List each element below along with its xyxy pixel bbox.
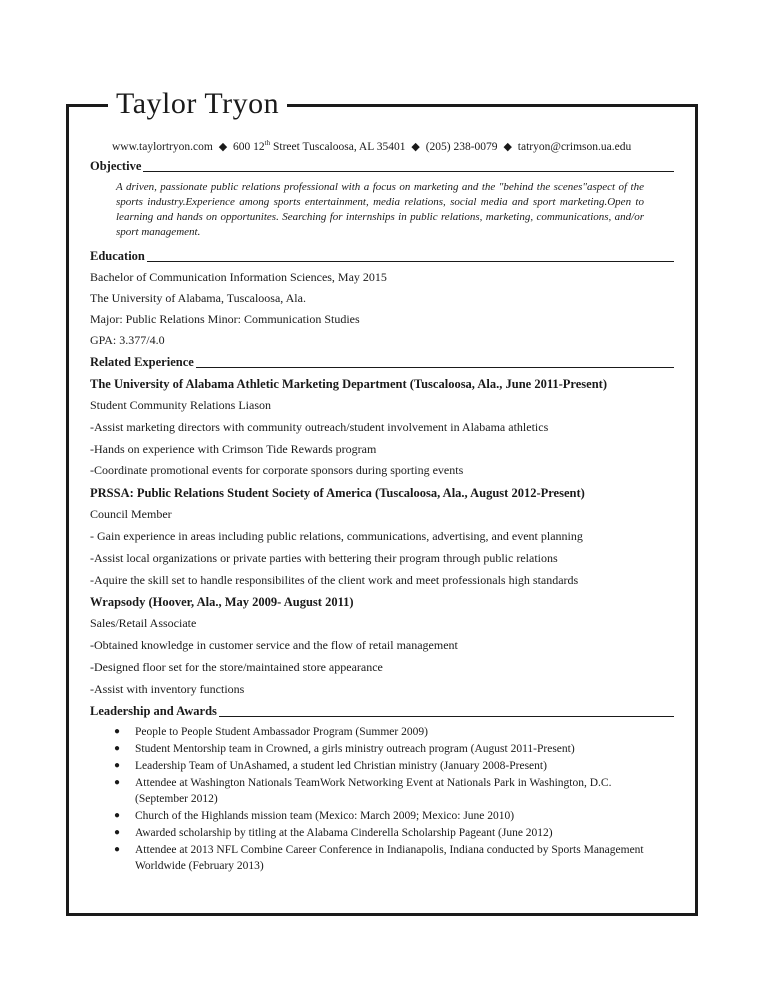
objective-heading: Objective (90, 157, 674, 175)
address-text: 600 12th Street Tuscaloosa, AL 35401 (233, 139, 406, 153)
list-item: ● Attendee at Washington Nationals TeamWork Networking Event at Nationals Park in Washington, D.C. (September 2012) (114, 777, 612, 805)
bullet-icon: ● (114, 810, 121, 821)
job-org: Wrapsody (Hoover, Ala., May 2009- August 2011) (90, 595, 354, 609)
bullet-icon: ● (114, 760, 121, 771)
education-heading: Education (90, 247, 674, 265)
list-item: ● Leadership Team of UnAshamed, a student led Christian ministry (January 2008-Present) (114, 760, 547, 772)
list-item: ● Awarded scholarship by titling at the Alabama Cinderella Scholarship Pageant (June 2012) (114, 827, 553, 839)
school-text: The University of Alabama, Tuscaloosa, Ala. (90, 291, 306, 305)
job-duty: -Designed floor set for the store/maintained store appearance (90, 660, 383, 674)
list-item: ● People to People Student Ambassador Program (Summer 2009) (114, 726, 428, 738)
job-duty: -Assist marketing directors with community outreach/student involvement in Alabama athletics (90, 420, 549, 434)
website-text: www.taylortryon.com (112, 140, 213, 153)
job-org: The University of Alabama Athletic Marketing Department (Tuscaloosa, Ala., June 2011-Present) (90, 377, 607, 391)
job-role: Council Member (90, 507, 172, 521)
job-duty: - Gain experience in areas including public relations, communications, advertising, and event planning (90, 529, 583, 543)
job-duty: -Assist local organizations or private parties with bettering their program through public relations (90, 551, 558, 565)
contact-line (112, 136, 672, 154)
leadership-heading: Leadership and Awards (90, 702, 674, 720)
job-duty: -Hands on experience with Crimson Tide Rewards program (90, 442, 377, 456)
job-duty: -Coordinate promotional events for corporate sponsors during sporting events (90, 463, 464, 477)
gpa-text: GPA: 3.377/4.0 (90, 333, 165, 347)
objective-text: A driven, passionate public relations professional with a focus on marketing and the "behind the scenes"aspect of the sports industry.Experience among sports entertainment, media relations, social media and sport marketing.Open to learning and hands on opportunites. Searching for internships in public relations, marketing, communications, and/or sport management. (116, 181, 644, 238)
job-duty: -Assist with inventory functions (90, 682, 245, 696)
bullet-icon: ● (114, 827, 121, 838)
experience-heading: Related Experience (90, 353, 674, 371)
awards-list (112, 724, 652, 875)
bullet-icon: ● (114, 743, 121, 754)
list-item: ● Attendee at 2013 NFL Combine Career Conference in Indianapolis, Indiana conducted by Sports Management Worldwide (February 2013) (114, 844, 644, 872)
phone-text: (205) 238-0079 (425, 140, 498, 153)
email-text: tatryon@crimson.ua.edu (517, 140, 632, 153)
bullet-icon: ● (114, 726, 121, 737)
diamond-icon: ◆ (411, 140, 420, 153)
job-duty: -Aquire the skill set to handle responsibilites of the client work and meet professionals high standards (90, 573, 579, 587)
resume-name: Taylor Tryon (108, 84, 287, 124)
major-text: Major: Public Relations Minor: Communication Studies (90, 312, 360, 326)
job-duty: -Obtained knowledge in customer service and the flow of retail management (90, 638, 458, 652)
diamond-icon: ◆ (218, 140, 228, 153)
job-role: Student Community Relations Liason (90, 398, 271, 412)
list-item: ● Church of the Highlands mission team (Mexico: March 2009; Mexico: June 2010) (114, 810, 515, 822)
bullet-icon: ● (114, 777, 121, 788)
job-role: Sales/Retail Associate (90, 616, 197, 630)
bullet-icon: ● (114, 844, 121, 855)
list-item: ● Student Mentorship team in Crowned, a girls ministry outreach program (August 2011-Present) (114, 743, 575, 755)
diamond-icon: ◆ (503, 140, 512, 153)
degree-text: Bachelor of Communication Information Sciences, May 2015 (90, 270, 387, 284)
job-org: PRSSA: Public Relations Student Society of America (Tuscaloosa, Ala., August 2012-Present) (90, 486, 585, 500)
